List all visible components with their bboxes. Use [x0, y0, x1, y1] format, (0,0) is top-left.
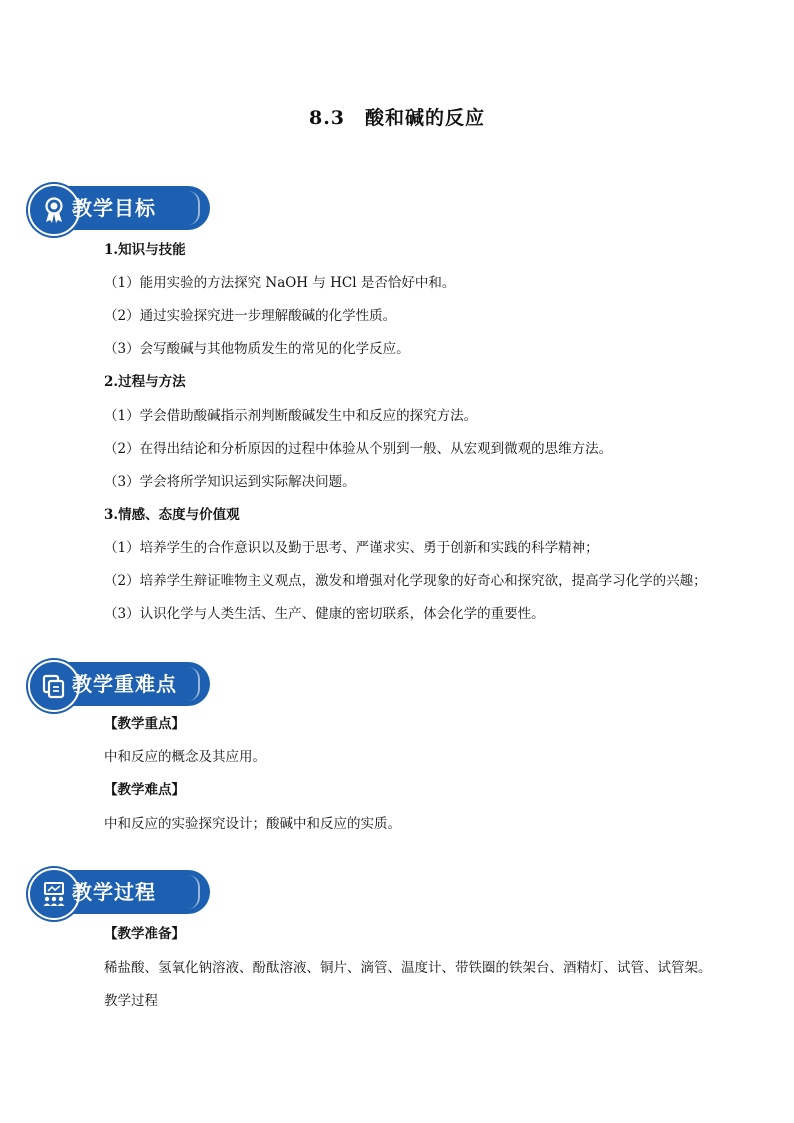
focus-heading: 【教学重点】: [104, 716, 185, 732]
objective-heading-2: 2.过程与方法: [104, 374, 186, 390]
objective-item: （2）培养学生辩证唯物主义观点，激发和增强对化学现象的好奇心和探究欲，提高学习化学的兴趣；: [104, 573, 707, 589]
objective-item: （1）能用实验的方法探究 NaOH 与 HCl 是否恰好中和。: [104, 275, 456, 291]
section-banner-objectives: [28, 186, 188, 230]
section-label-key-points: 教学重难点: [72, 672, 177, 696]
objective-heading-3: 3.情感、态度与价值观: [104, 507, 240, 523]
section-banner-key-points: [28, 662, 188, 706]
section-label-process: 教学过程: [72, 880, 156, 904]
objective-item: （2）在得出结论和分析原因的过程中体验从个别到一般、从宏观到微观的思维方法。: [104, 441, 613, 457]
objective-item: （1）学会借助酸碱指示剂判断酸碱发生中和反应的探究方法。: [104, 408, 478, 424]
objective-item: （3）认识化学与人类生活、生产、健康的密切联系，体会化学的重要性。: [104, 606, 545, 622]
section-label-objectives: 教学目标: [72, 196, 156, 220]
objective-item: （3）会写酸碱与其他物质发生的常见的化学反应。: [104, 341, 410, 357]
prep-heading: 【教学准备】: [104, 926, 185, 942]
objective-item: （1）培养学生的合作意识以及勤于思考、严谨求实、勇于创新和实践的科学精神；: [104, 540, 599, 556]
focus-text: 中和反应的概念及其应用。: [104, 749, 266, 765]
section-banner-process: [28, 870, 188, 914]
difficulty-heading: 【教学难点】: [104, 782, 185, 798]
prep-text: 稀盐酸、氢氧化钠溶液、酚酞溶液、铜片、滴管、温度计、带铁圈的铁架台、酒精灯、试管、试管架。: [104, 960, 712, 976]
page-title: 8.3 酸和碱的反应: [308, 107, 486, 129]
process-text: 教学过程: [104, 993, 158, 1009]
objective-item: （3）学会将所学知识运到实际解决问题。: [104, 474, 356, 490]
objective-heading-1: 1.知识与技能: [104, 242, 186, 258]
objective-item: （2）通过实验探究进一步理解酸碱的化学性质。: [104, 308, 397, 324]
difficulty-text: 中和反应的实验探究设计；酸碱中和反应的实质。: [104, 816, 401, 832]
